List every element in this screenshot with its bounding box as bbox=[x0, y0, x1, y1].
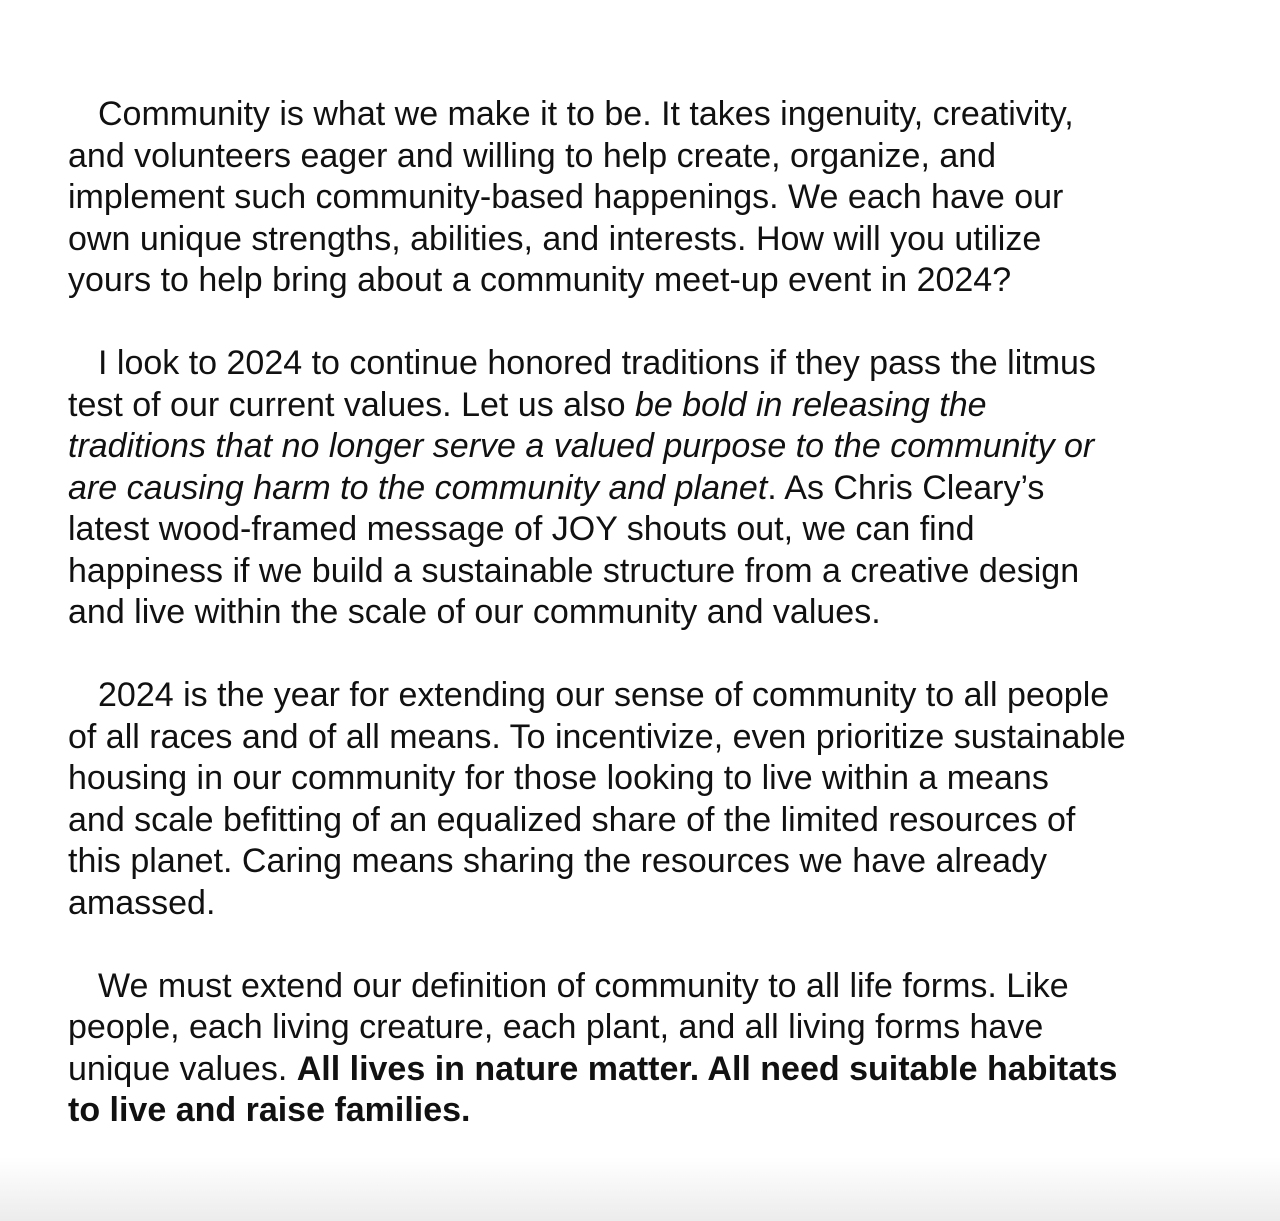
bold-emphasis: All lives in nature matter. All need suitable habitats to live and raise families. bbox=[68, 1049, 1118, 1129]
paragraph-text: . As Chris Cleary’s latest wood-framed message of JOY shouts out, we can find happiness if we build a sustainable structure from a creative design and live within the scale of our community and values. bbox=[68, 468, 1080, 631]
paragraph-community-intro bbox=[68, 94, 1228, 302]
paragraph-extending-community bbox=[68, 675, 1228, 924]
paragraph-all-life-forms bbox=[68, 966, 1228, 1132]
document-body bbox=[68, 94, 1228, 1132]
paragraph-text: Community is what we make it to be. It takes ingenuity, creativity, and volunteers eager and willing to help create, organize, and implement such community-based happenings. We each have our own unique strengths, abilities, and interests. How will you utilize yours to help bring about a community meet-up event in 2024? bbox=[68, 95, 1074, 299]
italic-emphasis: be bold in releasing the traditions that no longer serve a valued purpose to the community or are causing harm to the community and planet bbox=[68, 385, 1095, 507]
paragraph-text: We must extend our definition of community to all life forms. Like people, each living creature, each plant, and all living forms have unique values. bbox=[68, 966, 1069, 1088]
bottom-shadow bbox=[0, 1157, 1280, 1221]
paragraph-text: 2024 is the year for extending our sense of community to all people of all races and of all means. To incentivize, even prioritize sustainable housing in our community for those looking to live within a means and scale befitting of an equalized share of the limited resources of this planet. Caring means sharing the resources we have already amassed. bbox=[68, 676, 1126, 922]
paragraph-traditions bbox=[68, 343, 1228, 634]
paragraph-text: I look to 2024 to continue honored traditions if they pass the litmus test of our current values. Let us also bbox=[68, 344, 1096, 424]
